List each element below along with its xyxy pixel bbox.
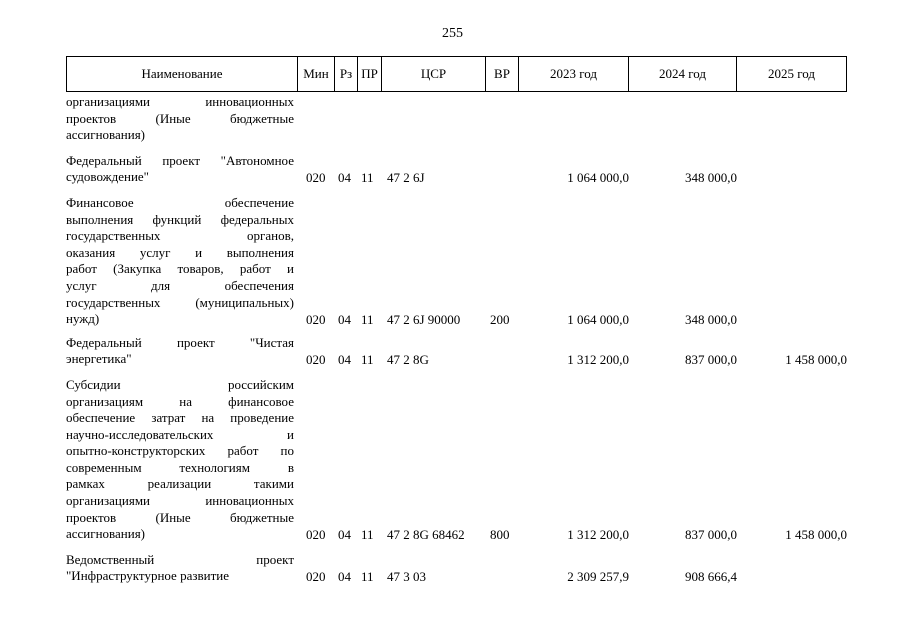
cell-2025: 1 458 000,0 [785,526,847,542]
row-name-line: проектов (Иные бюджетные [66,110,294,126]
row-name-line: современным технологиям в [66,459,294,475]
table-row [66,552,856,585]
row-values [66,351,856,368]
header-name: Наименование [67,57,298,92]
cell-csr: 47 2 6J 90000 [387,311,461,327]
cell-min: 020 [306,169,326,185]
cell-2024: 837 000,0 [685,526,737,542]
row-name-line: Финансовое обеспечение [66,194,294,210]
header-vr: ВР [486,57,519,92]
row-name-line: государственных (муниципальных) [66,294,294,310]
row-values [66,169,856,186]
cell-min: 020 [306,526,326,542]
cell-rz: 04 [338,569,351,585]
cell-2024: 908 666,4 [685,569,737,585]
row-name-line: оказания услуг и выполнения [66,244,294,260]
header-2024: 2024 год [629,57,737,92]
header-2023: 2023 год [519,57,629,92]
cell-rz: 04 [338,351,351,367]
header-2025: 2025 год [737,57,847,92]
row-name-line: судовождение" [66,169,149,185]
row-name-line: Ведомственный проект [66,551,294,567]
cell-2023: 1 312 200,0 [567,526,629,542]
table-row [66,153,856,186]
row-name-line: выполнения функций федеральных [66,211,294,227]
cell-csr: 47 2 8G 68462 [387,526,465,542]
cell-rz: 04 [338,526,351,542]
cell-pr: 11 [361,526,374,542]
cell-pr: 11 [361,569,374,585]
row-name [66,377,294,543]
table-header [66,56,847,92]
table-row [66,94,856,144]
row-name-line: ассигнования) [66,127,146,143]
cell-pr: 11 [361,351,374,367]
cell-2023: 1 312 200,0 [567,351,629,367]
header-pr: ПР [358,57,382,92]
cell-2024: 837 000,0 [685,351,737,367]
row-name-line: ассигнования) [66,526,146,542]
row-name-line: организациями инновационных [66,493,294,509]
row-name-line: рамках реализации такими [66,476,294,492]
cell-csr: 47 2 8G [387,351,429,367]
row-name-line: нужд) [66,311,100,327]
cell-rz: 04 [338,169,351,185]
cell-2024: 348 000,0 [685,169,737,185]
row-values [66,311,856,328]
cell-2023: 1 064 000,0 [567,169,629,185]
cell-2024: 348 000,0 [685,311,737,327]
row-name-line: научно-исследовательских и [66,426,294,442]
cell-csr: 47 2 6J [387,169,425,185]
cell-min: 020 [306,569,326,585]
row-values [66,568,856,585]
header-min: Мин [298,57,335,92]
row-name [66,195,294,328]
row-name-line: обеспечение затрат на проведение [66,410,294,426]
row-name-line: организациями инновационных [66,94,294,109]
row-name-line: опытно-конструкторских работ по [66,443,294,459]
row-name-line: работ (Закупка товаров, работ и [66,261,294,277]
cell-vr: 200 [490,311,510,327]
table-row [66,195,856,328]
row-name-line: "Инфраструктурное развитие [66,568,229,584]
table-row [66,335,856,368]
cell-pr: 11 [361,169,374,185]
table-body [66,94,856,585]
cell-rz: 04 [338,311,351,327]
cell-min: 020 [306,351,326,367]
row-name-line: услуг для обеспечения [66,277,294,293]
header-csr: ЦСР [382,57,486,92]
cell-2023: 1 064 000,0 [567,311,629,327]
cell-csr: 47 3 03 [387,569,426,585]
cell-2025: 1 458 000,0 [785,351,847,367]
row-name-line: организациям на финансовое [66,393,294,409]
header-rz: Рз [335,57,358,92]
row-name-line: Федеральный проект "Чистая [66,334,294,350]
cell-pr: 11 [361,311,374,327]
row-values [66,526,856,543]
row-name-line: энергетика" [66,351,132,367]
cell-min: 020 [306,311,326,327]
cell-vr: 800 [490,526,510,542]
row-values [66,127,856,144]
row-name-line: проектов (Иные бюджетные [66,509,294,525]
row-name-line: Федеральный проект "Автономное [66,152,294,168]
row-name-line: Субсидии российским [66,376,294,392]
table-row [66,377,856,543]
cell-2023: 2 309 257,9 [567,569,629,585]
row-name-line: государственных органов, [66,228,294,244]
page-number: 255 [442,26,463,41]
